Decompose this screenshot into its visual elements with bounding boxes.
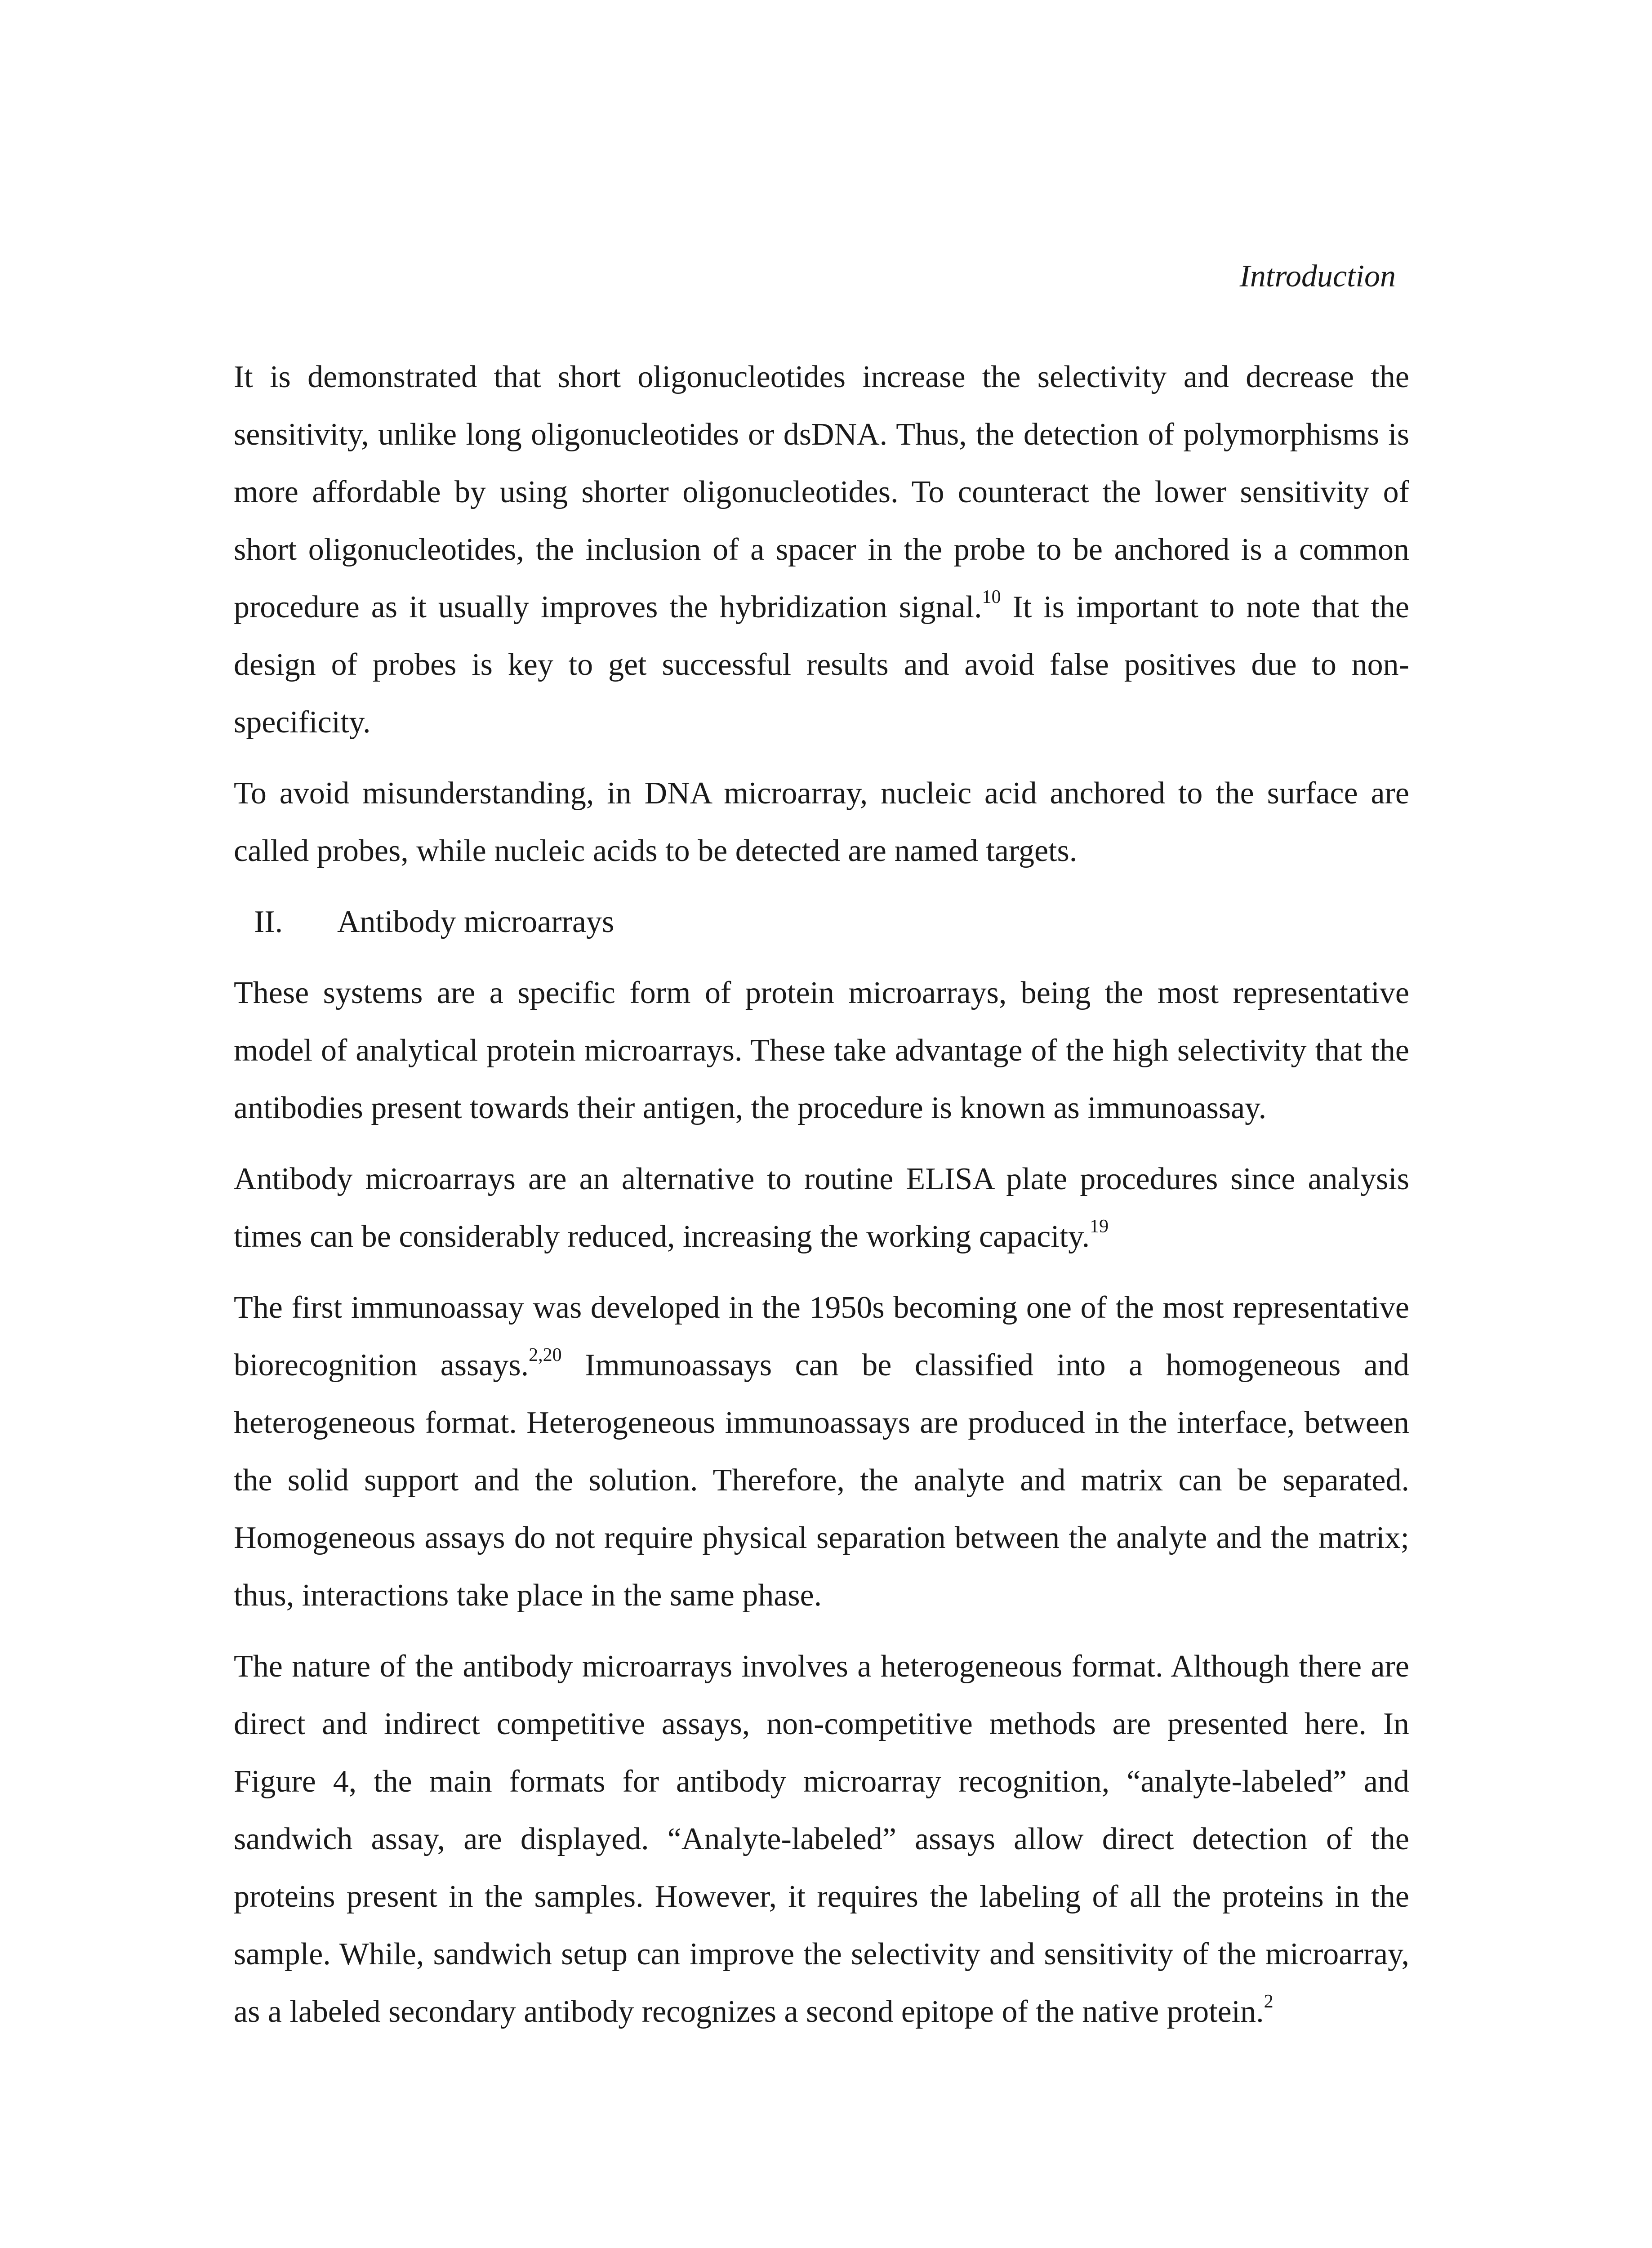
paragraph-text: Immunoassays can be classified into a homogeneous and heterogeneous format. Heterogeneous immunoassays are produced in the interface, between the solid support and the solution. Therefore, the analyte and matrix can be separated. Homogeneous assays do not require physical separation between the analyte and the matrix; thus, interactions take place in the same phase. [234,1348,1409,1613]
paragraph-text: To avoid misunderstanding, in DNA microarray, nucleic acid anchored to the surface are called probes, while nucleic acids to be detected are named targets. [234,776,1409,868]
section-number: II. [254,905,283,939]
paragraph-probes-targets [234,765,1409,880]
paragraph-formats [234,1638,1409,2041]
running-header: Introduction [1239,259,1396,294]
paragraph-text: Antibody microarrays are an alternative to routine ELISA plate procedures since analysis times can be considerably reduced, increasing the working capacity. [234,1162,1409,1254]
citation-superscript: 10 [982,587,1001,607]
paragraph-oligonucleotides [234,348,1409,751]
paragraph-text: It is demonstrated that short oligonucleotides increase the selectivity and decrease the sensitivity, unlike long oligonucleotides or dsDNA. Thus, the detection of polymorphisms is more affordable by using shorter oligonucleotides. To counteract the lower sensitivity of short oligonucleotides, the inclusion of a spacer in the probe to be anchored is a common procedure as it usually improves the hybridization signal. [234,360,1409,624]
paragraph-text: The nature of the antibody microarrays involves a heterogeneous format. Although there are direct and indirect competitive assays, non-competitive methods are presented here. In Figure 4, the main formats for antibody microarray recognition, “analyte-labeled” and sandwich assay, are displayed. “Analyte-labeled” assays allow direct detection of the proteins present in the samples. However, it requires the labeling of all the proteins in the sample. While, sandwich setup can improve the selectivity and sensitivity of the microarray, as a labeled secondary antibody recognizes a second epitope of the native protein. [234,1649,1409,2029]
paragraph-elisa [234,1151,1409,1266]
citation-superscript: 2,20 [529,1345,562,1365]
paragraph-text: These systems are a specific form of protein microarrays, being the most representative model of analytical protein microarrays. These take advantage of the high selectivity that the antibodies present towards their antigen, the procedure is known as immunoassay. [234,976,1409,1125]
paragraph-antibody-intro [234,964,1409,1137]
paragraph-immunoassay-history [234,1279,1409,1624]
section-title: Antibody microarrays [337,905,614,939]
paragraph-text: The first immunoassay was developed in the 1950s becoming one of the most representative biorecognition assays. [234,1290,1409,1383]
citation-superscript: 2 [1264,1991,1274,2012]
paragraph-text: It is important to note that the design of probes is key to get successful results and avoid false positives due to non-specificity. [234,590,1409,740]
body-text [234,348,1409,2054]
citation-superscript: 19 [1090,1216,1109,1237]
section-heading [234,893,1409,951]
